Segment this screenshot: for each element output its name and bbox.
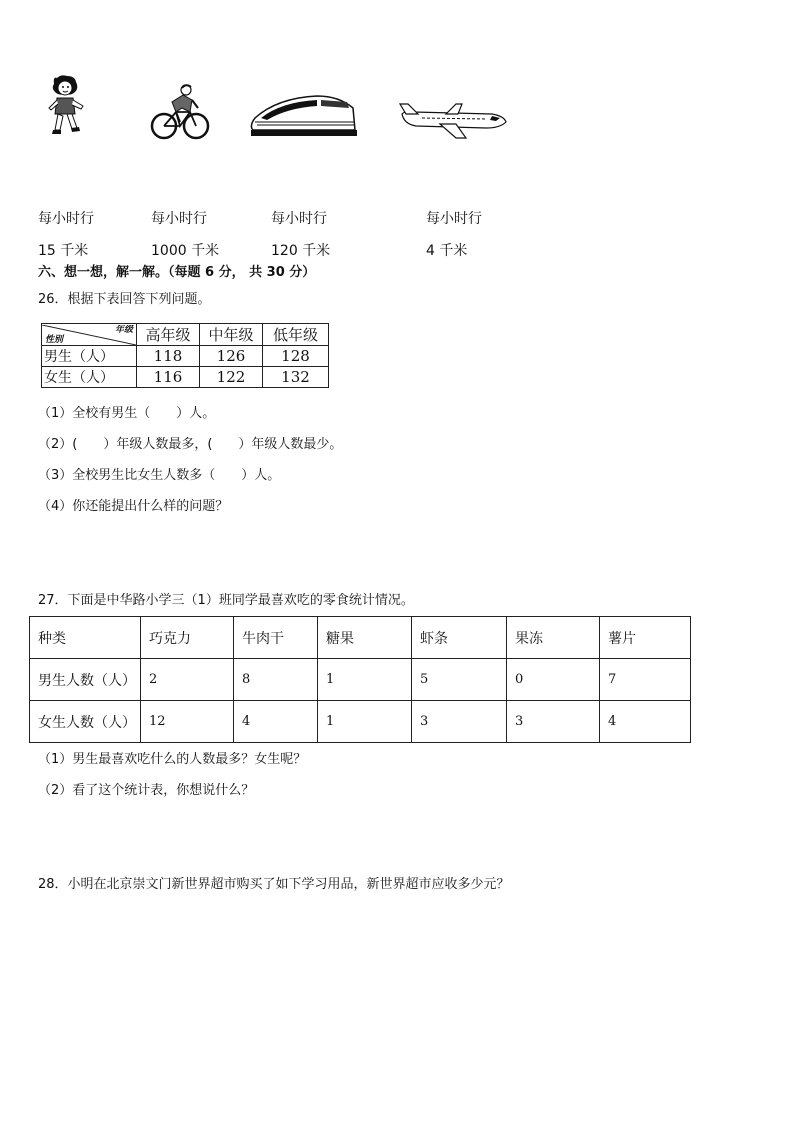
row-label: 男生人数（人） — [30, 659, 141, 701]
table-cell: 132 — [263, 367, 329, 388]
snack-statistics-table — [29, 616, 691, 743]
question-26-sub-3: （3）全校男生比女生人数多（ ）人。 — [38, 468, 281, 483]
airplane-icon — [396, 100, 508, 140]
table-header-row — [30, 617, 691, 659]
table-cell: 116 — [137, 367, 200, 388]
grade-gender-table — [41, 323, 329, 388]
table-cell: 118 — [137, 346, 200, 367]
speed-label: 每小时行 — [426, 211, 482, 227]
table-header-cell: 中年级 — [200, 324, 263, 346]
section-heading: 六、想一想，解一解。（每题 6 分， 共 30 分） — [38, 265, 316, 280]
question-26-sub-4: （4）你还能提出什么样的问题？ — [38, 499, 229, 514]
table-cell: 4 — [600, 701, 691, 743]
train-icon — [247, 92, 359, 138]
question-28-stem: 28．小明在北京崇文门新世界超市购买了如下学习用品，新世界超市应收多少元？ — [38, 877, 510, 892]
table-cell: 2 — [141, 659, 234, 701]
table-row — [30, 659, 691, 701]
table-cell: 1 — [318, 701, 412, 743]
speed-value: 1000 千米 — [151, 243, 220, 259]
table-cell: 128 — [263, 346, 329, 367]
walking-child-icon — [45, 74, 91, 138]
table-cell: 0 — [507, 659, 600, 701]
table-row — [30, 701, 691, 743]
question-26-sub-1: （1）全校有男生（ ）人。 — [38, 406, 216, 421]
table-header-cell: 低年级 — [263, 324, 329, 346]
question-27-sub-1: （1）男生最喜欢吃什么的人数最多？女生呢？ — [38, 752, 307, 767]
speed-value: 15 千米 — [38, 243, 89, 259]
table-header-cell: 种类 — [30, 617, 141, 659]
table-header-cell: 高年级 — [137, 324, 200, 346]
question-26-sub-2: （2）( ）年级人数最多，( ）年级人数最少。 — [38, 437, 343, 452]
table-cell: 5 — [412, 659, 507, 701]
table-cell: 4 — [234, 701, 318, 743]
table-header-cell: 果冻 — [507, 617, 600, 659]
table-header-cell: 糖果 — [318, 617, 412, 659]
table-cell: 3 — [507, 701, 600, 743]
table-header-cell: 虾条 — [412, 617, 507, 659]
corner-bottom-label: 性别 — [45, 334, 64, 345]
speed-value: 4 千米 — [426, 243, 468, 259]
table-header-cell: 巧克力 — [141, 617, 234, 659]
cyclist-icon — [150, 82, 212, 142]
table-cell: 126 — [200, 346, 263, 367]
table-header-row — [42, 324, 329, 346]
speed-value: 120 千米 — [271, 243, 331, 259]
corner-top-label: 年级 — [114, 324, 133, 335]
row-label: 女生人数（人） — [30, 701, 141, 743]
question-27-stem: 27．下面是中华路小学三（1）班同学最喜欢吃的零食统计情况。 — [38, 593, 414, 608]
speed-label: 每小时行 — [271, 211, 327, 227]
table-header-cell: 牛肉干 — [234, 617, 318, 659]
table-cell: 12 — [141, 701, 234, 743]
table-row — [42, 367, 329, 388]
row-label: 男生（人） — [42, 346, 137, 367]
question-26-stem: 26．根据下表回答下列问题。 — [38, 292, 211, 307]
table-cell: 7 — [600, 659, 691, 701]
table-cell: 122 — [200, 367, 263, 388]
question-27-sub-2: （2）看了这个统计表，你想说什么？ — [38, 783, 255, 798]
table-cell: 3 — [412, 701, 507, 743]
table-corner-cell — [42, 324, 137, 346]
row-label: 女生（人） — [42, 367, 137, 388]
table-row — [42, 346, 329, 367]
table-header-cell: 薯片 — [600, 617, 691, 659]
table-cell: 8 — [234, 659, 318, 701]
table-cell: 1 — [318, 659, 412, 701]
speed-label: 每小时行 — [151, 211, 207, 227]
speed-label: 每小时行 — [38, 211, 94, 227]
